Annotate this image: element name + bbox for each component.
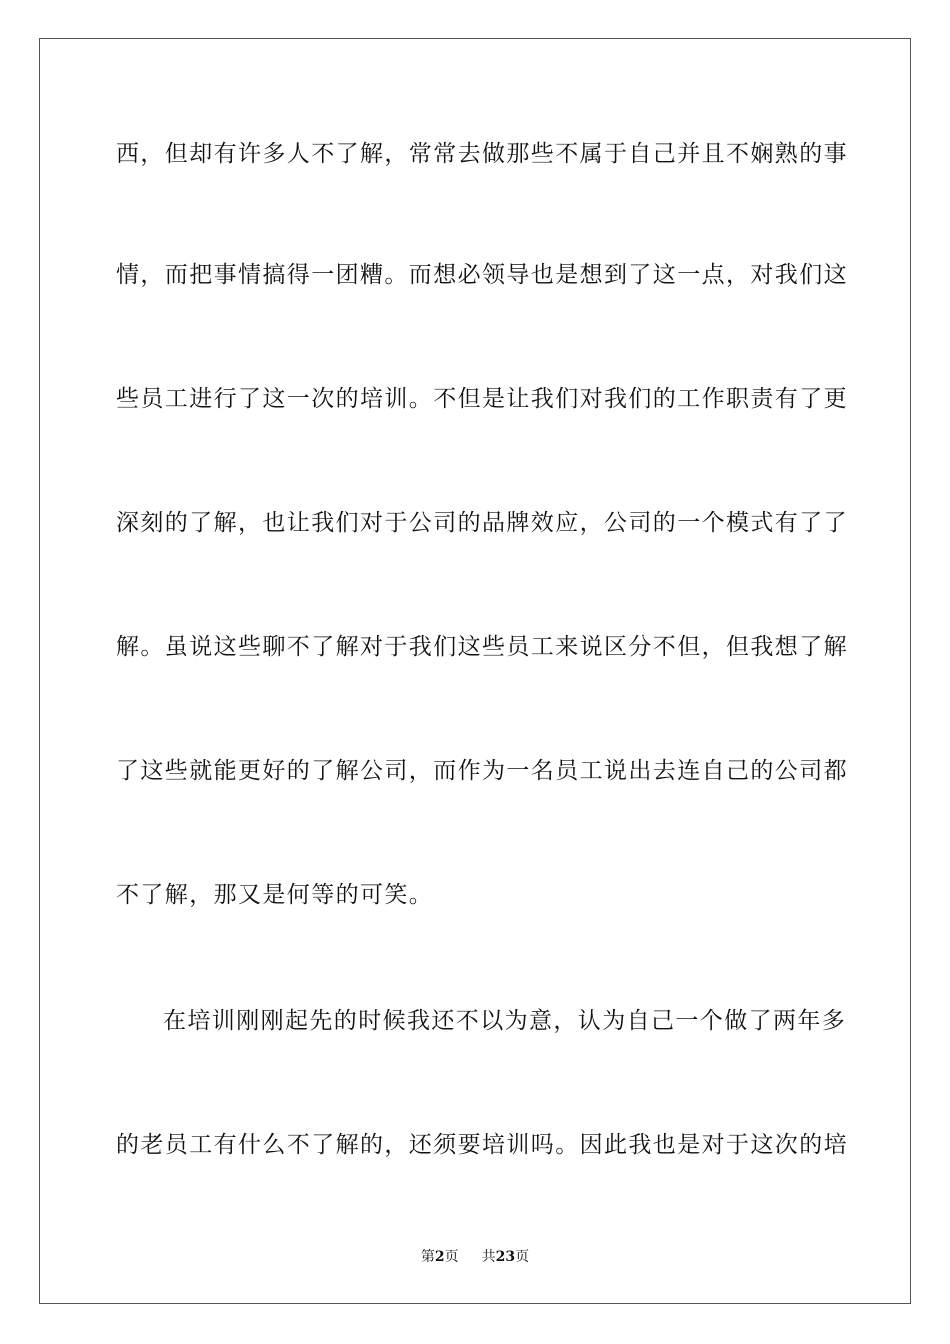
page-number: 2	[434, 1249, 445, 1265]
body-line-3: 些员工进行了这一次的培训。不但是让我们对我们的工作职责有了更	[116, 386, 848, 412]
page-footer	[0, 1248, 950, 1266]
body-line-6: 了这些就能更好的了解公司，而作为一名员工说出去连自己的公司都	[116, 758, 848, 784]
page-prefix: 第	[420, 1249, 435, 1265]
body-line-8-paragraph-start: 在培训刚刚起先的时候我还不以为意，认为自己一个做了两年多	[163, 1008, 847, 1034]
body-line-7: 不了解，那又是何等的可笑。	[116, 882, 434, 908]
body-line-2: 情，而把事情搞得一团糟。而想必领导也是想到了这一点，对我们这	[116, 262, 848, 288]
body-line-9: 的老员工有什么不了解的，还须要培训吗。因此我也是对于这次的培	[116, 1132, 848, 1158]
page-border	[39, 38, 911, 1304]
page-suffix: 页	[444, 1249, 459, 1265]
total-prefix: 共	[481, 1249, 496, 1265]
body-line-4: 深刻的了解，也让我们对于公司的品牌效应，公司的一个模式有了了	[116, 510, 848, 536]
body-line-5: 解。虽说这些聊不了解对于我们这些员工来说区分不但，但我想了解	[116, 634, 848, 660]
body-line-1: 西，但却有许多人不了解，常常去做那些不属于自己并且不娴熟的事	[116, 141, 848, 167]
total-pages: 23	[495, 1249, 516, 1265]
total-suffix: 页	[515, 1249, 530, 1265]
